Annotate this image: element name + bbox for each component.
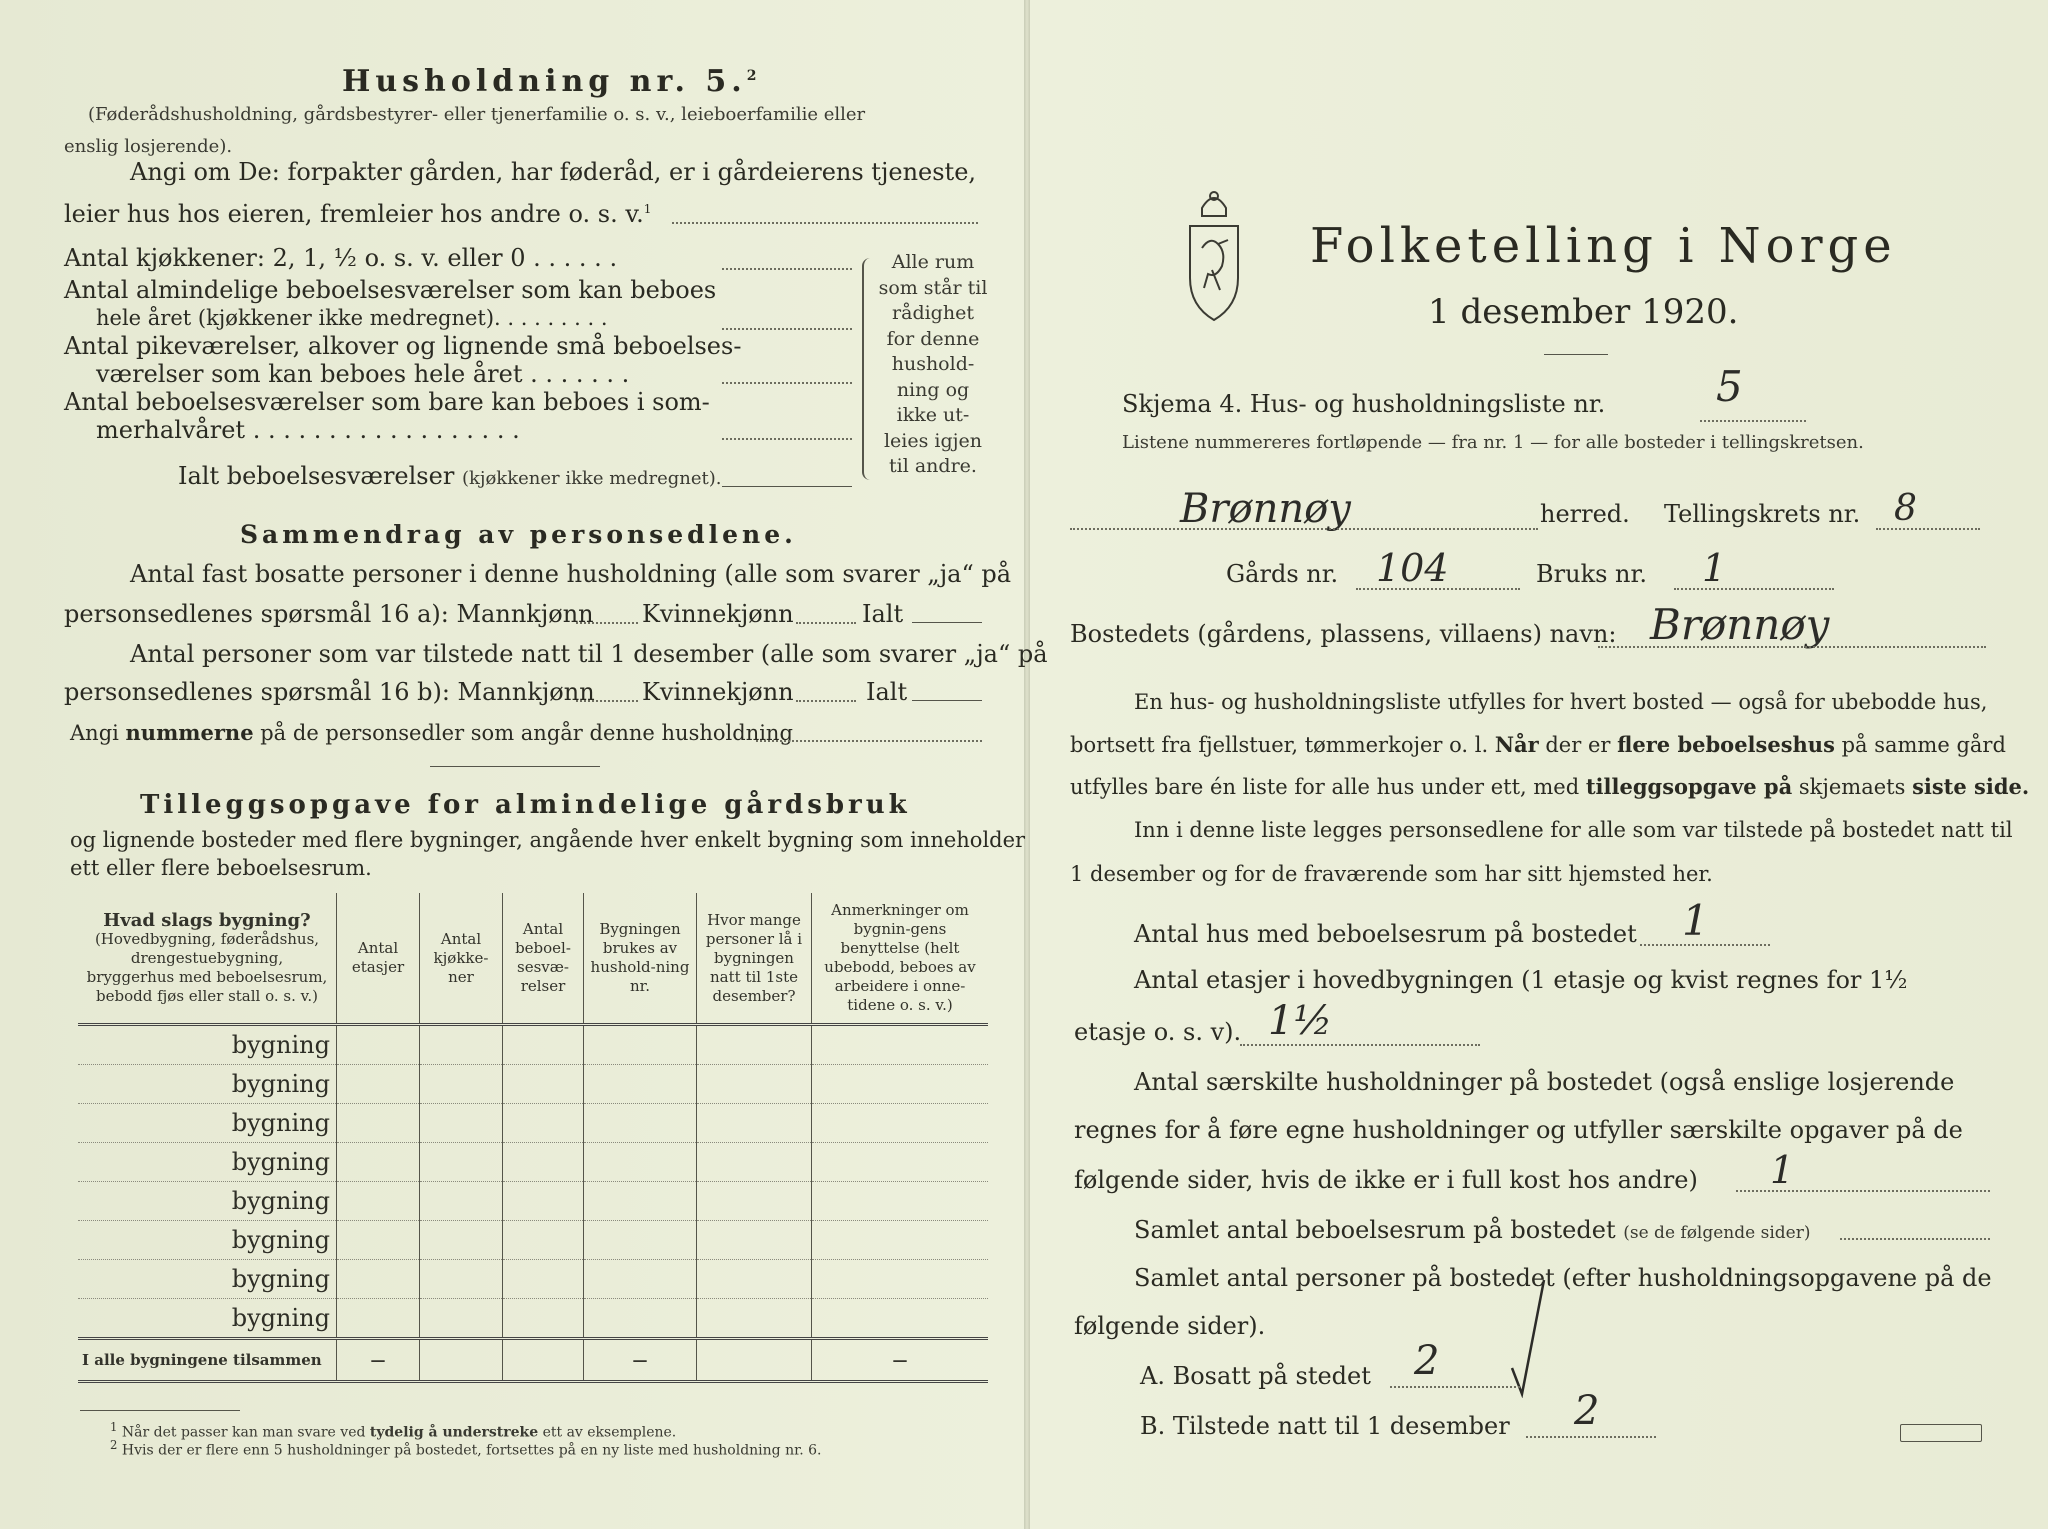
col-floors: Antal etasjer — [337, 893, 420, 1025]
s1-kvinne-field[interactable] — [796, 622, 856, 624]
col-building-type-rest: (Hovedbygning, føderådshus, drengestuebygning, bryggerhus med beboelsesrum, bebodd fjøs eller stall o. s. v.) — [86, 929, 328, 1005]
angi-nummerne-row — [70, 720, 793, 745]
krets-field[interactable] — [1876, 528, 1980, 530]
total-floors: — — [337, 1339, 420, 1382]
cell[interactable] — [420, 1025, 503, 1065]
s2-kvinne-label: Kvinnekjønn — [642, 678, 794, 706]
skjema-field[interactable] — [1700, 420, 1806, 422]
etasjer-value[interactable]: 1½ — [1268, 998, 1333, 1044]
footnote-2 — [110, 1438, 822, 1459]
etasjer-field[interactable] — [1240, 1044, 1480, 1046]
info-p1-l2-mid: der er — [1538, 733, 1618, 757]
bosted-label: Bostedets (gårdens, plassens, villaens) navn: — [1070, 620, 1617, 648]
page-fold — [1024, 0, 1030, 1529]
cell[interactable] — [584, 1299, 697, 1339]
table-row[interactable] — [78, 1104, 988, 1143]
total-label: I alle bygningene tilsammen — [78, 1339, 337, 1382]
side-note-brace — [862, 258, 874, 480]
info-p1-l3-b2: siste side. — [1912, 774, 2030, 799]
gards-field[interactable] — [1356, 588, 1520, 590]
cell[interactable] — [812, 1025, 989, 1065]
coat-of-arms-icon — [1182, 178, 1246, 328]
checkmark-icon — [1508, 1278, 1548, 1398]
row-label: bygning — [78, 1104, 337, 1143]
samlet-rum-note: (se de følgende sider) — [1623, 1223, 1811, 1243]
info-p1-l2-pre: bortsett fra fjellstuer, tømmerkojer o. l. — [1070, 733, 1495, 757]
total-row — [78, 1339, 988, 1382]
cell[interactable] — [420, 1104, 503, 1143]
ialt-rooms-note: (kjøkkener ikke medregnet). — [461, 468, 722, 489]
angi-nummerne-post: på de personsedler som angår denne husholdning — [253, 721, 793, 745]
col-household-nr: Bygningen brukes av hushold-ning nr. — [584, 893, 697, 1025]
s1-ialt-label: Ialt — [862, 600, 904, 628]
cell[interactable] — [503, 1104, 584, 1143]
info-p1-l3-mid: skjemaets — [1792, 775, 1913, 799]
census-date: 1 desember 1920. — [1428, 292, 1739, 332]
herred-value[interactable]: Brønnøy — [1180, 486, 1351, 532]
cell[interactable] — [812, 1182, 989, 1221]
samlet-rum-row — [1134, 1216, 1810, 1244]
cell[interactable] — [337, 1299, 420, 1339]
summer-rooms-field[interactable] — [722, 438, 852, 440]
samlet-pers-line-1: Samlet antal personer på bostedet (efter husholdningsopgavene på de — [1134, 1264, 1992, 1292]
total-household: — — [584, 1339, 697, 1382]
bosatt-field[interactable] — [1390, 1386, 1520, 1388]
hush-line-1: Antal særskilte husholdninger på bostedet (også enslige losjerende — [1134, 1068, 1955, 1096]
summer-rooms-label-2: merhalvåret . . . . . . . . . . . . . . . . . . — [96, 416, 520, 444]
cell[interactable] — [584, 1104, 697, 1143]
tillegg-line-1: og lignende bosteder med flere bygninger, angående hver enkelt bygning som inneholder — [70, 828, 1026, 852]
hush-field[interactable] — [1736, 1190, 1990, 1192]
angi-line-2 — [64, 200, 651, 228]
cell[interactable] — [584, 1182, 697, 1221]
cell[interactable] — [584, 1143, 697, 1182]
title-divider — [1544, 354, 1608, 355]
angi-nummerne-pre: Angi — [70, 721, 126, 745]
cell[interactable] — [697, 1182, 812, 1221]
s2-ialt-field[interactable] — [912, 700, 982, 701]
side-note-line: Alle rum — [891, 251, 975, 273]
census-title: Folketelling i Norge — [1310, 218, 1897, 274]
s2-line-1: Antal personer som var tilstede natt til 1 desember (alle som svarer „ja“ på — [130, 640, 1048, 668]
table-row[interactable] — [78, 1143, 988, 1182]
cell[interactable] — [812, 1065, 989, 1104]
samlet-rum-field[interactable] — [1840, 1238, 1990, 1240]
row-label: bygning — [78, 1182, 337, 1221]
angi-line-1: Angi om De: forpakter gården, har føderåd, er i gårdeierens tjeneste, — [130, 158, 977, 186]
cell[interactable] — [697, 1025, 812, 1065]
info-p2-line-2: 1 desember og for de fraværende som har sitt hjemsted her. — [1070, 862, 1713, 886]
s1-line-2: personsedlenes spørsmål 16 a): Mannkjønn — [64, 600, 594, 628]
side-note-line: hushold- — [891, 353, 975, 375]
info-p1-l2-b1: Når — [1494, 732, 1539, 757]
col-kitchens: Antal kjøkke-ner — [420, 893, 503, 1025]
section-divider — [430, 766, 600, 767]
etasjer-line-1: Antal etasjer i hovedbygningen (1 etasje og kvist regnes for 1½ — [1134, 966, 1908, 994]
hus-value[interactable]: 1 — [1682, 896, 1709, 945]
cell[interactable] — [420, 1221, 503, 1260]
cell[interactable] — [337, 1221, 420, 1260]
s2-kvinne-field[interactable] — [796, 700, 856, 702]
cell[interactable] — [584, 1260, 697, 1299]
ordinary-rooms-label-2: hele året (kjøkkener ikke medregnet). . . . . . . . . — [96, 306, 608, 330]
samlet-pers-line-2: følgende sider). — [1074, 1312, 1266, 1340]
small-rooms-label-1: Antal pikeværelser, alkover og lignende små beboelses- — [64, 332, 742, 360]
info-p2-line-1: Inn i denne liste legges personsedlene for alle som var tilstede på bostedet natt til — [1134, 818, 2013, 842]
side-note-line: ikke ut- — [896, 404, 970, 426]
angi-nummerne-field[interactable] — [756, 740, 982, 742]
cell[interactable] — [812, 1221, 989, 1260]
etasjer-line-2: etasje o. s. v). — [1074, 1018, 1242, 1046]
footnote-2-num: 2 — [110, 1438, 118, 1452]
row-label: bygning — [78, 1025, 337, 1065]
col-rooms: Antal beboel-sesvæ-relser — [503, 893, 584, 1025]
bruks-value[interactable]: 1 — [1702, 546, 1727, 590]
info-p1-l3-pre: utfylles bare én liste for alle hus under ett, med — [1070, 775, 1586, 799]
cell[interactable] — [503, 1025, 584, 1065]
tilstede-label: B. Tilstede natt til 1 desember — [1140, 1412, 1510, 1440]
cell[interactable] — [503, 1065, 584, 1104]
footnote-1-pre: Når det passer kan man svare ved — [121, 1424, 370, 1441]
cell[interactable] — [420, 1299, 503, 1339]
household-subtitle-1: (Føderådshusholdning, gårdsbestyrer- eller tjenerfamilie o. s. v., leieboerfamilie eller — [88, 104, 866, 125]
angi-answer-line[interactable] — [672, 222, 978, 224]
cell[interactable] — [697, 1065, 812, 1104]
s1-kvinne-label: Kvinnekjønn — [642, 600, 794, 628]
skjema-label: Skjema 4. Hus- og husholdningsliste nr. — [1122, 390, 1606, 418]
side-note-line: leies igjen — [883, 429, 983, 452]
s1-line-1: Antal fast bosatte personer i denne husholdning (alle som svarer „ja“ på — [130, 560, 1012, 588]
ialt-rooms-field[interactable] — [722, 486, 852, 487]
total-remarks: — — [812, 1339, 989, 1382]
cell[interactable] — [812, 1104, 989, 1143]
cell[interactable] — [420, 1182, 503, 1221]
cell[interactable] — [503, 1182, 584, 1221]
cell[interactable] — [584, 1221, 697, 1260]
total-kitchens[interactable] — [420, 1339, 503, 1382]
household-title-sup: 2 — [746, 68, 762, 84]
side-note-line: rådighet — [892, 302, 974, 324]
info-p1-l2-post: på samme gård — [1834, 733, 2006, 757]
hush-line-2: regnes for å føre egne husholdninger og utfyller særskilte opgaver på de — [1074, 1116, 1963, 1144]
herred-label: herred. — [1540, 500, 1630, 528]
col-building-type — [78, 893, 337, 1025]
cell[interactable] — [337, 1260, 420, 1299]
side-note-line: for denne — [886, 327, 980, 350]
side-note-line: som står til — [878, 276, 988, 299]
cell[interactable] — [420, 1260, 503, 1299]
hush-value[interactable]: 1 — [1770, 1148, 1795, 1192]
total-rooms[interactable] — [503, 1339, 584, 1382]
cell[interactable] — [503, 1260, 584, 1299]
info-p1-line-1: En hus- og husholdningsliste utfylles for hvert bosted — også for ubebodde hus, — [1134, 690, 1988, 714]
cell[interactable] — [503, 1299, 584, 1339]
cell[interactable] — [337, 1065, 420, 1104]
footnote-1-bold: tydelig å understreke — [369, 1424, 539, 1441]
cell[interactable] — [584, 1025, 697, 1065]
herred-field[interactable] — [1070, 528, 1538, 530]
table-row[interactable] — [78, 1025, 988, 1065]
cell[interactable] — [503, 1221, 584, 1260]
bosted-field[interactable] — [1598, 646, 1986, 648]
sammendrag-title: Sammendrag av personsedlene. — [240, 520, 797, 549]
side-note-line: til andre. — [889, 455, 977, 477]
tillegg-line-2: ett eller flere beboelsesrum. — [70, 856, 372, 880]
krets-label: Tellingskrets nr. — [1664, 500, 1861, 528]
ialt-rooms-row — [178, 462, 722, 490]
angi-sup: 1 — [643, 202, 652, 216]
row-label: bygning — [78, 1299, 337, 1339]
row-label: bygning — [78, 1065, 337, 1104]
cell[interactable] — [812, 1143, 989, 1182]
cell[interactable] — [337, 1143, 420, 1182]
ordinary-rooms-label-1: Antal almindelige beboelsesværelser som kan beboes — [64, 276, 717, 304]
col-building-type-bold: Hvad slags bygning? — [103, 909, 311, 931]
krets-value[interactable]: 8 — [1894, 488, 1917, 529]
cell[interactable] — [697, 1143, 812, 1182]
table-row[interactable] — [78, 1065, 988, 1104]
cell[interactable] — [697, 1260, 812, 1299]
footnote-divider — [80, 1410, 240, 1411]
samlet-rum-label: Samlet antal beboelsesrum på bostedet — [1134, 1216, 1616, 1244]
s2-mann-field[interactable] — [576, 700, 638, 702]
cell[interactable] — [812, 1260, 989, 1299]
tilstede-value[interactable]: 2 — [1574, 1388, 1600, 1434]
cell[interactable] — [697, 1104, 812, 1143]
tilstede-field[interactable] — [1526, 1436, 1656, 1438]
footnote-1-post: ett av eksemplene. — [538, 1424, 677, 1441]
small-rooms-label-2: værelser som kan beboes hele året . . . . . . . — [96, 360, 630, 388]
cell[interactable] — [697, 1299, 812, 1339]
angi-line-2-text: leier hus hos eieren, fremleier hos andre o. s. v. — [64, 200, 644, 228]
cell[interactable] — [337, 1025, 420, 1065]
bruks-label: Bruks nr. — [1536, 560, 1647, 588]
printer-stamp — [1900, 1424, 1982, 1442]
hus-label: Antal hus med beboelsesrum på bostedet — [1134, 920, 1637, 948]
ordinary-rooms-field[interactable] — [722, 328, 852, 330]
side-note — [878, 250, 988, 480]
info-p1-l3-b1: tilleggsopgave på — [1585, 774, 1793, 799]
summer-rooms-label-1: Antal beboelsesværelser som bare kan beboes i som- — [64, 388, 710, 416]
cell[interactable] — [337, 1182, 420, 1221]
tillegg-title: Tilleggsopgave for almindelige gårdsbruk — [140, 790, 911, 820]
kitchens-field[interactable] — [722, 268, 852, 270]
total-persons[interactable] — [697, 1339, 812, 1382]
gards-value[interactable]: 104 — [1376, 546, 1449, 590]
hus-field[interactable] — [1640, 944, 1770, 946]
cell[interactable] — [420, 1065, 503, 1104]
col-persons: Hvor mange personer lå i bygningen natt til 1ste desember? — [697, 893, 812, 1025]
kitchens-label: Antal kjøkkener: 2, 1, ½ o. s. v. eller 0 . . . . . . — [64, 244, 618, 272]
ialt-rooms-label: Ialt beboelsesværelser — [178, 462, 455, 490]
cell[interactable] — [337, 1104, 420, 1143]
row-label: bygning — [78, 1143, 337, 1182]
footnote-2-text: Hvis der er flere enn 5 husholdninger på bostedet, fortsettes på en ny liste med husholdning nr. 6. — [121, 1442, 822, 1459]
skjema-value[interactable]: 5 — [1716, 362, 1743, 411]
info-p1-line-2 — [1070, 732, 2006, 757]
hush-line-3: følgende sider, hvis de ikke er i full kost hos andre) — [1074, 1166, 1698, 1194]
s2-line-2: personsedlenes spørsmål 16 b): Mannkjønn — [64, 678, 595, 706]
side-note-line: ning og — [896, 378, 970, 401]
cell[interactable] — [584, 1065, 697, 1104]
household-subtitle-2: enslig losjerende). — [64, 136, 233, 157]
bruks-field[interactable] — [1674, 588, 1834, 590]
bosatt-label: A. Bosatt på stedet — [1140, 1362, 1371, 1390]
angi-nummerne-bold: nummerne — [125, 720, 254, 745]
s1-ialt-field[interactable] — [912, 622, 982, 623]
small-rooms-field[interactable] — [722, 382, 852, 384]
s2-ialt-label: Ialt — [866, 678, 908, 706]
table-row[interactable] — [78, 1221, 988, 1260]
footnote-1-num: 1 — [110, 1420, 118, 1434]
info-p1-line-3 — [1070, 774, 2029, 799]
cell[interactable] — [812, 1299, 989, 1339]
listene-note: Listene nummereres fortløpende — fra nr. 1 — for alle bosteder i tellingskretsen. — [1122, 432, 1864, 453]
col-remarks: Anmerkninger om bygnin-gens benyttelse (helt ubebodd, beboes av arbeidere i onne-tidene o. s. v.) — [812, 893, 989, 1025]
household-title-text: Husholdning nr. 5. — [342, 64, 747, 99]
table-row[interactable] — [78, 1182, 988, 1221]
cell[interactable] — [697, 1221, 812, 1260]
s1-mann-field[interactable] — [576, 622, 638, 624]
cell[interactable] — [503, 1143, 584, 1182]
bosted-value[interactable]: Brønnøy — [1650, 600, 1830, 649]
row-label: bygning — [78, 1260, 337, 1299]
table-row[interactable] — [78, 1299, 988, 1339]
table-row[interactable] — [78, 1260, 988, 1299]
household-title — [342, 64, 762, 99]
row-label: bygning — [78, 1221, 337, 1260]
cell[interactable] — [420, 1143, 503, 1182]
bosatt-value[interactable]: 2 — [1414, 1338, 1440, 1384]
info-p1-l2-b2: flere beboelseshus — [1617, 732, 1835, 757]
gards-label: Gårds nr. — [1226, 560, 1339, 588]
building-table — [78, 893, 988, 1383]
